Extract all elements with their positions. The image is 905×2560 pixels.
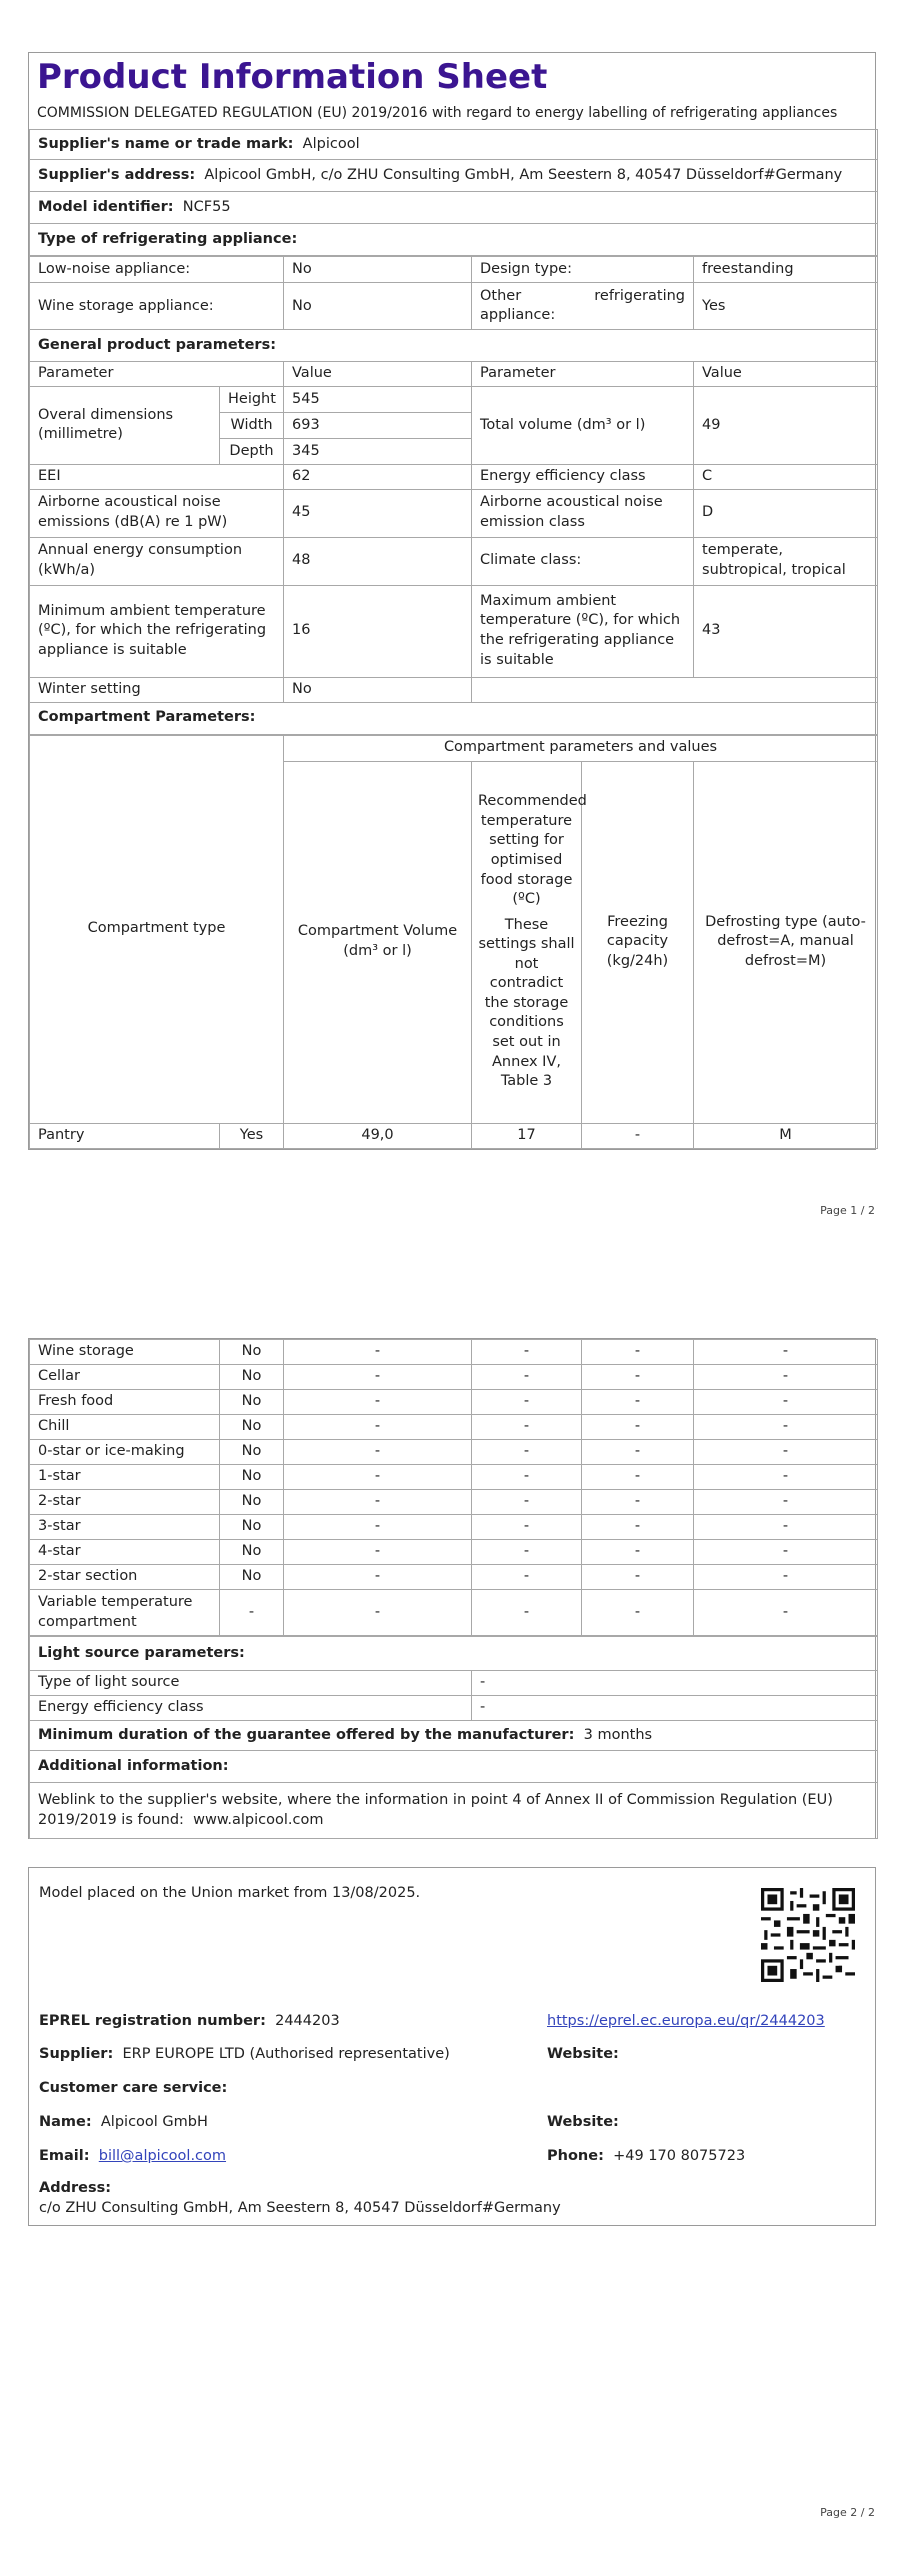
table-row <box>30 1415 878 1440</box>
row-volume: - <box>284 1590 472 1636</box>
row-defrost: - <box>694 1340 878 1365</box>
row-defrost: - <box>694 1390 878 1415</box>
row-freeze: - <box>582 1565 694 1590</box>
pantry-defrost: M <box>694 1123 878 1148</box>
row-temp: - <box>472 1340 582 1365</box>
row-name: Wine storage <box>30 1340 220 1365</box>
noise-label: Airborne acoustical noise emissions (dB(A) re 1 pW) <box>30 489 284 537</box>
row-temp: - <box>472 1490 582 1515</box>
website-label: Website: <box>547 2046 619 2062</box>
height-value: 545 <box>284 386 472 412</box>
guarantee-label: Minimum duration of the guarantee offered by the manufacturer: <box>38 1726 575 1743</box>
param-header-2: Parameter <box>472 362 694 387</box>
website2-label: Website: <box>547 2114 619 2130</box>
freeze-header: Freezing capacity (kg/24h) <box>582 761 694 1123</box>
phone-value: +49 170 8075723 <box>613 2148 746 2164</box>
general-table <box>29 256 878 734</box>
row-freeze: - <box>582 1465 694 1490</box>
appliance-type-heading: Type of refrigerating appliance: <box>30 224 878 256</box>
model-value: NCF55 <box>182 199 231 216</box>
row-volume: - <box>284 1365 472 1390</box>
eei-value: 62 <box>284 464 472 489</box>
winter-label: Winter setting <box>30 677 284 702</box>
address-label: Address: <box>39 2180 112 2196</box>
eprel-value: 2444203 <box>275 2013 340 2029</box>
height-label: Height <box>220 386 284 412</box>
row-name: 1-star <box>30 1465 220 1490</box>
row-freeze: - <box>582 1415 694 1440</box>
row-temp: - <box>472 1565 582 1590</box>
eprel-label: EPREL registration number: <box>39 2013 266 2029</box>
light-table <box>29 1636 878 1839</box>
light-type-value: - <box>472 1671 878 1696</box>
wine-value: No <box>284 283 472 330</box>
light-heading: Light source parameters: <box>30 1637 878 1671</box>
row-volume: - <box>284 1440 472 1465</box>
energy-class-value: C <box>694 464 878 489</box>
volume-header: Compartment Volume (dm³ or l) <box>284 761 472 1123</box>
annual-value: 48 <box>284 537 472 585</box>
row-name: 3-star <box>30 1515 220 1540</box>
row-temp: - <box>472 1540 582 1565</box>
row-freeze: - <box>582 1590 694 1636</box>
row-present: No <box>220 1465 284 1490</box>
min-temp-value: 16 <box>284 585 472 677</box>
design-label: Design type: <box>472 257 694 283</box>
supplier-name-label: Supplier's name or trade mark: <box>38 136 294 153</box>
table-row <box>30 1540 878 1565</box>
row-volume: - <box>284 1340 472 1365</box>
temp-header-cell <box>472 761 587 1123</box>
temp-header: Recommended temperature setting for optimised food storage (ºC) <box>478 793 587 908</box>
row-temp: - <box>472 1515 582 1540</box>
compartment-table <box>29 735 878 1149</box>
model-label: Model identifier: <box>38 199 174 216</box>
model-row <box>30 192 878 224</box>
row-name: 4-star <box>30 1540 220 1565</box>
total-volume-value: 49 <box>694 386 878 464</box>
row-temp: - <box>472 1365 582 1390</box>
value-header-2: Value <box>694 362 878 387</box>
light-type-label: Type of light source <box>30 1671 472 1696</box>
page-2-sheet <box>28 1338 876 1839</box>
depth-label: Depth <box>220 438 284 464</box>
winter-empty <box>472 677 878 702</box>
row-temp: - <box>472 1415 582 1440</box>
row-present: No <box>220 1415 284 1440</box>
light-class-value: - <box>472 1696 878 1721</box>
table-row <box>30 1565 878 1590</box>
other-value: Yes <box>694 283 878 330</box>
row-present: No <box>220 1565 284 1590</box>
row-temp: - <box>472 1590 582 1636</box>
row-freeze: - <box>582 1515 694 1540</box>
row-defrost: - <box>694 1440 878 1465</box>
row-present: No <box>220 1515 284 1540</box>
row-defrost: - <box>694 1465 878 1490</box>
eprel-row <box>39 2013 340 2029</box>
other-label: Other refrigerating appliance: <box>472 283 694 330</box>
supplier-label: Supplier: <box>39 2046 114 2062</box>
row-present: No <box>220 1440 284 1465</box>
row-freeze: - <box>582 1440 694 1465</box>
row-volume: - <box>284 1565 472 1590</box>
row-temp: - <box>472 1440 582 1465</box>
total-volume-label: Total volume (dm³ or l) <box>472 386 694 464</box>
pantry-freeze: - <box>582 1123 694 1148</box>
care-name-value: Alpicool GmbH <box>100 2114 208 2130</box>
light-class-label: Energy efficiency class <box>30 1696 472 1721</box>
row-freeze: - <box>582 1540 694 1565</box>
row-volume: - <box>284 1415 472 1440</box>
table-row <box>30 1590 878 1636</box>
pantry-temp: 17 <box>472 1123 582 1148</box>
min-temp-label: Minimum ambient temperature (ºC), for which the refrigerating appliance is suitable <box>30 585 284 677</box>
compartment-group-header: Compartment parameters and values <box>284 735 878 761</box>
row-temp: - <box>472 1465 582 1490</box>
guarantee-row <box>30 1721 878 1751</box>
climate-value: temperate, subtropical, tropical <box>694 537 878 585</box>
supplier-name-value: Alpicool <box>302 136 360 153</box>
care-name-row <box>39 2114 208 2130</box>
email-row <box>39 2148 226 2164</box>
compartment-rows-table <box>29 1339 878 1636</box>
row-defrost: - <box>694 1590 878 1636</box>
row-defrost: - <box>694 1365 878 1390</box>
address-value: c/o ZHU Consulting GmbH, Am Seestern 8, 40547 Düsseldorf#Germany <box>39 2200 561 2216</box>
row-volume: - <box>284 1515 472 1540</box>
max-temp-label: Maximum ambient temperature (ºC), for which the refrigerating appliance is suitable <box>472 585 694 677</box>
row-name: Chill <box>30 1415 220 1440</box>
climate-label: Climate class: <box>472 537 694 585</box>
param-header: Parameter <box>30 362 284 387</box>
row-temp: - <box>472 1390 582 1415</box>
supplier-value: ERP EUROPE LTD (Authorised representative) <box>122 2046 450 2062</box>
additional-text: Weblink to the supplier's website, where the information in point 4 of Annex II of Commission Regulation (EU) 2019/2019 is found: <box>38 1791 833 1828</box>
row-name: 2-star <box>30 1490 220 1515</box>
temp-note: These settings shall not contradict the storage conditions set out in Annex IV, Table 3 <box>478 916 575 1090</box>
row-present: No <box>220 1490 284 1515</box>
pantry-present: Yes <box>220 1123 284 1148</box>
row-freeze: - <box>582 1365 694 1390</box>
row-freeze: - <box>582 1390 694 1415</box>
low-noise-label: Low-noise appliance: <box>30 257 284 283</box>
dimensions-label: Overal dimensions (millimetre) <box>30 386 220 464</box>
winter-value: No <box>284 677 472 702</box>
row-volume: - <box>284 1390 472 1415</box>
row-name: Cellar <box>30 1365 220 1390</box>
phone-row <box>547 2148 745 2164</box>
table-row <box>30 1490 878 1515</box>
regulation-text: COMMISSION DELEGATED REGULATION (EU) 2019/2016 with regard to energy labelling of refrigerating appliances <box>37 104 838 121</box>
row-present: No <box>220 1540 284 1565</box>
customer-care-heading: Customer care service: <box>39 2080 228 2096</box>
table-row <box>30 1390 878 1415</box>
compartment-type-header: Compartment type <box>30 735 284 1123</box>
email-link[interactable]: bill@alpicool.com <box>98 2148 227 2164</box>
phone-label: Phone: <box>547 2148 604 2164</box>
eei-label: EEI <box>30 464 284 489</box>
table-row <box>30 1515 878 1540</box>
row-defrost: - <box>694 1515 878 1540</box>
row-name: Variable temperature compartment <box>30 1590 220 1636</box>
row-defrost: - <box>694 1490 878 1515</box>
additional-url[interactable]: www.alpicool.com <box>193 1811 324 1828</box>
row-name: Fresh food <box>30 1390 220 1415</box>
row-defrost: - <box>694 1415 878 1440</box>
annual-label: Annual energy consumption (kWh/a) <box>30 537 284 585</box>
page-number-1: Page 1 / 2 <box>820 1204 875 1217</box>
page-title: Product Information Sheet <box>37 57 548 97</box>
eprel-link[interactable]: https://eprel.ec.europa.eu/qr/2444203 <box>547 2013 825 2029</box>
defrost-header: Defrosting type (auto-defrost=A, manual defrost=M) <box>694 761 878 1123</box>
pantry-name: Pantry <box>30 1123 220 1148</box>
supplier-row <box>39 2046 450 2062</box>
placed-on-market: Model placed on the Union market from 13/08/2025. <box>39 1885 421 1901</box>
row-present: No <box>220 1390 284 1415</box>
row-present: - <box>220 1590 284 1636</box>
width-label: Width <box>220 412 284 438</box>
row-name: 0-star or ice-making <box>30 1440 220 1465</box>
row-name: 2-star section <box>30 1565 220 1590</box>
row-defrost: - <box>694 1540 878 1565</box>
table-row <box>30 1465 878 1490</box>
row-present: No <box>220 1365 284 1390</box>
row-volume: - <box>284 1465 472 1490</box>
row-present: No <box>220 1340 284 1365</box>
wine-label: Wine storage appliance: <box>30 283 284 330</box>
general-heading: General product parameters: <box>30 330 878 362</box>
row-freeze: - <box>582 1340 694 1365</box>
table-row <box>30 1440 878 1465</box>
guarantee-value: 3 months <box>583 1726 653 1743</box>
design-value: freestanding <box>694 257 878 283</box>
row-volume: - <box>284 1540 472 1565</box>
row-defrost: - <box>694 1565 878 1590</box>
noise-class-label: Airborne acoustical noise emission class <box>472 489 694 537</box>
page-1-sheet <box>28 52 876 1150</box>
table-row <box>30 1340 878 1365</box>
supplier-address-row <box>30 160 878 192</box>
supplier-name-row <box>30 130 878 160</box>
email-label: Email: <box>39 2148 90 2164</box>
pantry-volume: 49,0 <box>284 1123 472 1148</box>
depth-value: 345 <box>284 438 472 464</box>
noise-value: 45 <box>284 489 472 537</box>
qr-code-icon <box>761 1888 855 1982</box>
compartment-heading: Compartment Parameters: <box>30 702 878 734</box>
eprel-info-box <box>28 1867 876 2226</box>
row-freeze: - <box>582 1490 694 1515</box>
table-row <box>30 1365 878 1390</box>
additional-row <box>30 1783 878 1839</box>
care-name-label: Name: <box>39 2114 92 2130</box>
page-number-2: Page 2 / 2 <box>820 2506 875 2519</box>
row-volume: - <box>284 1490 472 1515</box>
supplier-address-label: Supplier's address: <box>38 167 196 184</box>
max-temp-value: 43 <box>694 585 878 677</box>
width-value: 693 <box>284 412 472 438</box>
low-noise-value: No <box>284 257 472 283</box>
value-header: Value <box>284 362 472 387</box>
additional-heading: Additional information: <box>30 1751 878 1783</box>
supplier-table <box>29 129 878 256</box>
noise-class-value: D <box>694 489 878 537</box>
table-row <box>30 1123 878 1148</box>
supplier-address-value: Alpicool GmbH, c/o ZHU Consulting GmbH, Am Seestern 8, 40547 Düsseldorf#Germany <box>204 167 843 184</box>
energy-class-label: Energy efficiency class <box>472 464 694 489</box>
